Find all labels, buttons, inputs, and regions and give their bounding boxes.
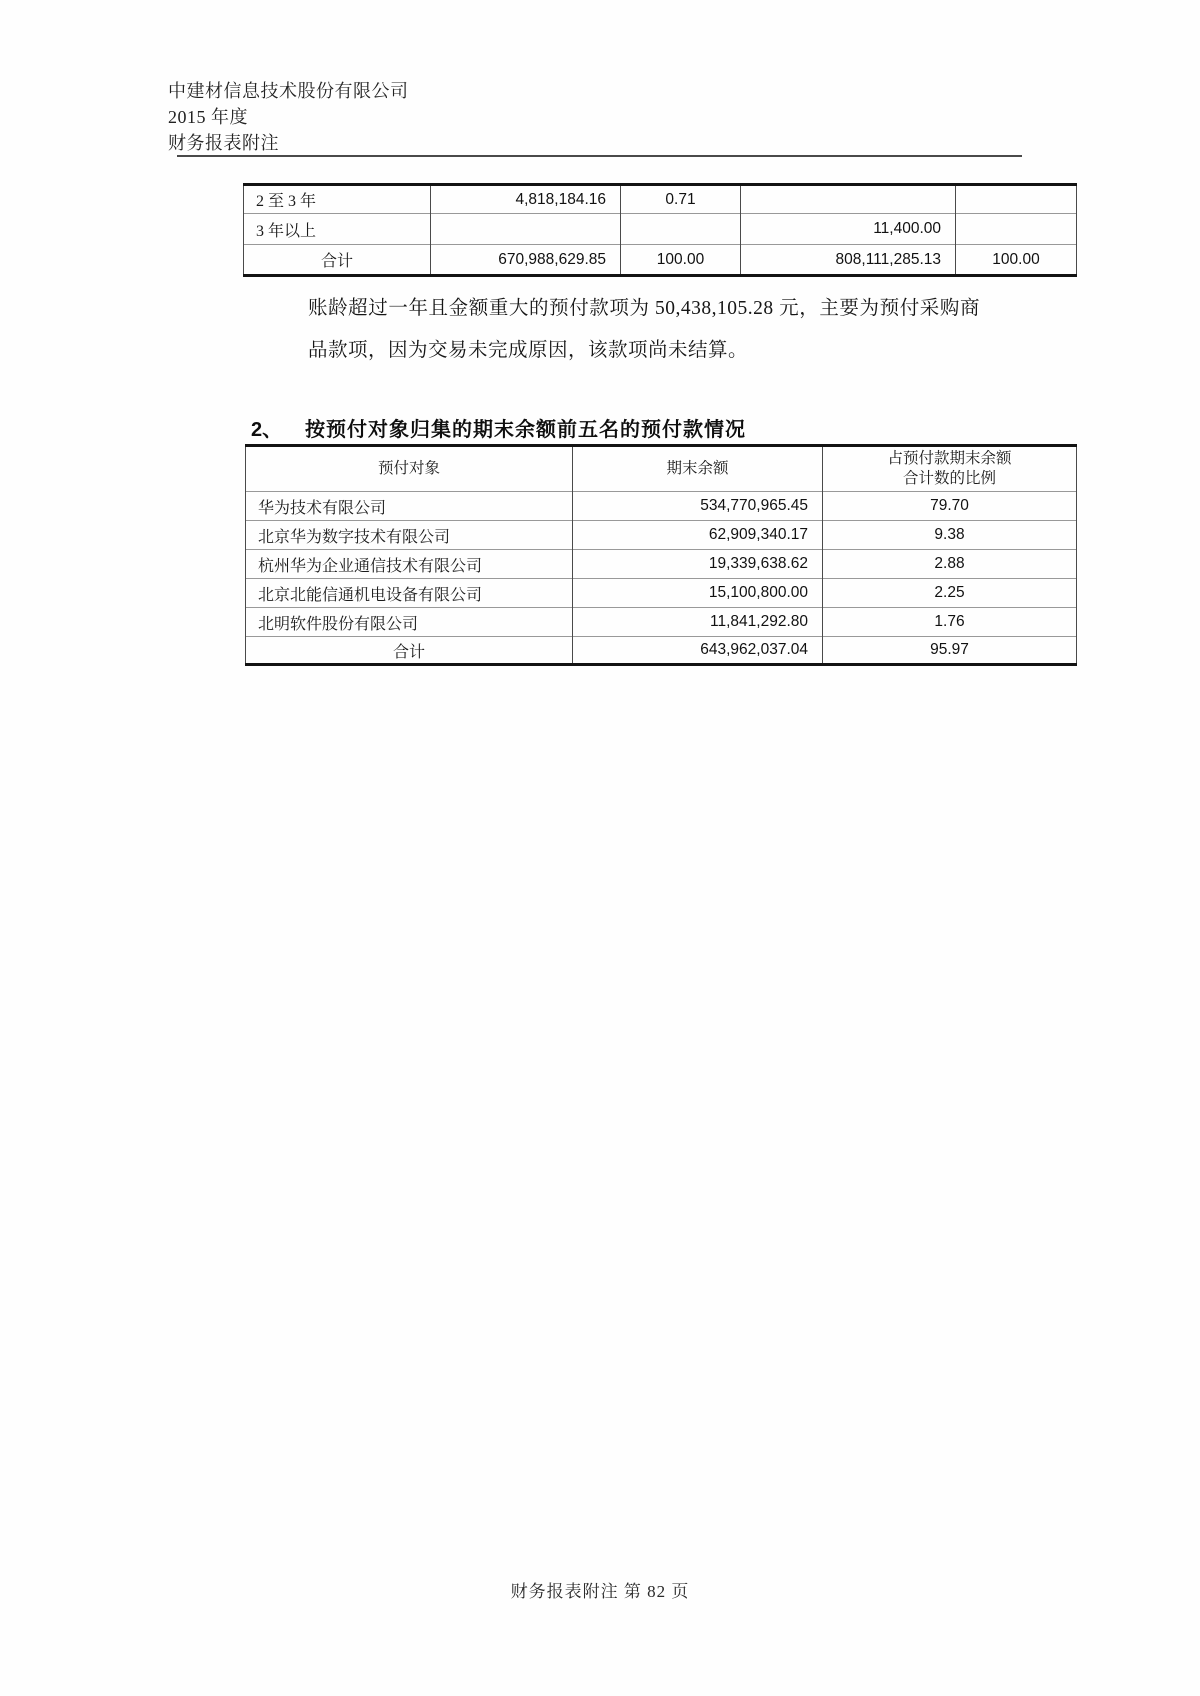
prepay-target: 北京北能信通机电设备有限公司 xyxy=(246,579,573,608)
prepay-ratio: 79.70 xyxy=(823,492,1077,521)
column-header-target: 预付对象 xyxy=(246,446,573,492)
prepay-balance: 11,841,292.80 xyxy=(573,608,823,637)
table-row xyxy=(246,521,1077,550)
table-row-total xyxy=(246,637,1077,665)
table-row xyxy=(246,492,1077,521)
prepay-target: 北明软件股份有限公司 xyxy=(246,608,573,637)
prepay-ratio: 9.38 xyxy=(823,521,1077,550)
company-name: 中建材信息技术股份有限公司 xyxy=(168,81,409,101)
aging-table xyxy=(243,183,1077,277)
aging-percent: 100.00 xyxy=(621,245,741,276)
note-paragraph: 账龄超过一年且金额重大的预付款项为 50,438,105.28 元，主要为预付采购商品款项，因为交易未完成原因，该款项尚未结算。 xyxy=(308,298,980,361)
aging-percent: 0.71 xyxy=(621,185,741,214)
total-label: 合计 xyxy=(246,637,573,665)
prepay-ratio: 1.76 xyxy=(823,608,1077,637)
prepay-target: 杭州华为企业通信技术有限公司 xyxy=(246,550,573,579)
aging-amount: 808,111,285.13 xyxy=(741,245,956,276)
section-number: 2、 xyxy=(251,419,283,441)
ratio-header-line2: 合计数的比例 xyxy=(902,470,996,487)
aging-percent xyxy=(621,214,741,245)
top5-table-grid xyxy=(245,444,1077,666)
table-row xyxy=(246,608,1077,637)
table-row xyxy=(244,214,1077,245)
document-title: 财务报表附注 xyxy=(168,133,279,153)
total-ratio: 95.97 xyxy=(823,637,1077,665)
aging-percent: 100.00 xyxy=(956,245,1077,276)
section-title: 按预付对象归集的期末余额前五名的预付款情况 xyxy=(305,419,746,441)
aging-percent xyxy=(956,214,1077,245)
prepay-ratio: 2.88 xyxy=(823,550,1077,579)
prepay-target: 北京华为数字技术有限公司 xyxy=(246,521,573,550)
prepay-balance: 62,909,340.17 xyxy=(573,521,823,550)
aging-amount xyxy=(741,185,956,214)
table-header-row xyxy=(246,446,1077,492)
prepay-balance: 19,339,638.62 xyxy=(573,550,823,579)
aging-table-grid xyxy=(243,183,1077,277)
fiscal-year: 2015 年度 xyxy=(168,107,248,127)
table-row xyxy=(244,185,1077,214)
aging-amount: 670,988,629.85 xyxy=(431,245,621,276)
document-header xyxy=(168,78,409,156)
column-header-ratio xyxy=(823,446,1077,492)
ratio-header-line1: 占预付款期末余额 xyxy=(887,450,1012,467)
section-heading xyxy=(251,413,746,442)
header-rule xyxy=(177,155,1022,157)
aging-label: 3 年以上 xyxy=(244,214,431,245)
aging-amount: 4,818,184.16 xyxy=(431,185,621,214)
top5-prepayment-table xyxy=(245,444,1077,666)
table-row-total xyxy=(244,245,1077,276)
aging-percent xyxy=(956,185,1077,214)
prepay-ratio: 2.25 xyxy=(823,579,1077,608)
prepay-target: 华为技术有限公司 xyxy=(246,492,573,521)
column-header-balance: 期末余额 xyxy=(573,446,823,492)
table-row xyxy=(246,579,1077,608)
prepay-balance: 534,770,965.45 xyxy=(573,492,823,521)
total-balance: 643,962,037.04 xyxy=(573,637,823,665)
aging-total-label: 合计 xyxy=(244,245,431,276)
aging-label: 2 至 3 年 xyxy=(244,185,431,214)
page-footer: 财务报表附注 第 82 页 xyxy=(510,1582,690,1601)
prepay-balance: 15,100,800.00 xyxy=(573,579,823,608)
aging-amount xyxy=(431,214,621,245)
table-row xyxy=(246,550,1077,579)
aging-amount: 11,400.00 xyxy=(741,214,956,245)
